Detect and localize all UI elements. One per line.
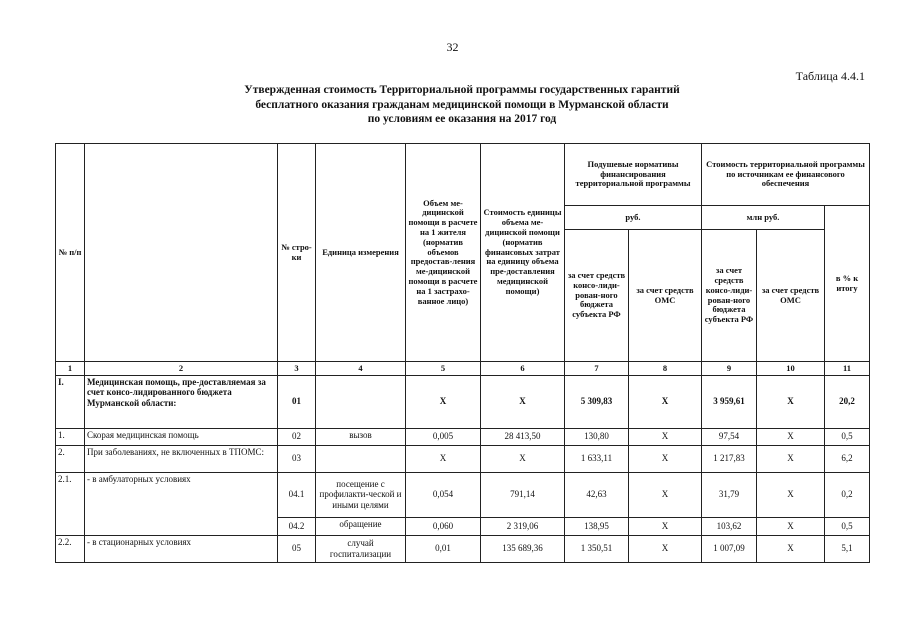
- column-number: 7: [565, 362, 629, 376]
- title-line-2: бесплатного оказания гражданам медицинской помощи в Мурманской области: [255, 98, 669, 111]
- row-cost: 791,14: [481, 472, 565, 517]
- row-cost: 2 319,06: [481, 517, 565, 535]
- column-number: 4: [316, 362, 406, 376]
- column-number: 11: [825, 362, 870, 376]
- title-line-1: Утвержденная стоимость Территориальной программы государственных гарантий: [244, 84, 680, 96]
- row-tot-oms: Х: [757, 375, 825, 428]
- header-unit-mln: млн руб.: [702, 206, 825, 230]
- header-tot-oms: за счет средств ОМС: [757, 230, 825, 362]
- document-title: [152, 83, 772, 127]
- row-unit: вызов: [316, 428, 406, 445]
- row-volume: Х: [406, 445, 481, 472]
- header-unit-rub: руб.: [565, 206, 702, 230]
- row-cost: 28 413,50: [481, 428, 565, 445]
- header-line-number: № стро-ки: [278, 144, 316, 362]
- header-percent: в % к итогу: [825, 206, 870, 362]
- row-pc-oms: Х: [629, 535, 702, 562]
- row-unit: посещение с профилакти-ческой и иными целями: [316, 472, 406, 517]
- table-row: [56, 472, 870, 517]
- header-unit-cost: Стоимость единицы объема ме-дицинской помощи (норматив финансовых затрат на единицу объема пре-доставления медицинской помощи): [481, 144, 565, 362]
- table-row: [56, 375, 870, 428]
- row-percent: 5,1: [825, 535, 870, 562]
- table-row: [56, 535, 870, 562]
- header-cost-group: Стоимость территориальной программы по источникам ее финансового обеспечения: [702, 144, 870, 206]
- row-line: 04.2: [278, 517, 316, 535]
- row-tot-budget: 3 959,61: [702, 375, 757, 428]
- column-number: 3: [278, 362, 316, 376]
- row-volume: Х: [406, 375, 481, 428]
- table-row: [56, 428, 870, 445]
- row-pc-oms: Х: [629, 445, 702, 472]
- header-row-number: № п/п: [56, 144, 85, 362]
- row-cost: Х: [481, 375, 565, 428]
- column-number: 1: [56, 362, 85, 376]
- row-number: I.: [56, 375, 85, 428]
- row-number: 1.: [56, 428, 85, 445]
- title-line-3: по условиям ее оказания на 2017 год: [367, 113, 557, 125]
- row-line: 04.1: [278, 472, 316, 517]
- row-tot-oms: Х: [757, 472, 825, 517]
- column-number: 2: [85, 362, 278, 376]
- row-unit: случай госпитализации: [316, 535, 406, 562]
- row-volume: 0,005: [406, 428, 481, 445]
- header-per-capita-group: Подушевые нормативы финансирования территориальной программы: [565, 144, 702, 206]
- row-tot-budget: 1 217,83: [702, 445, 757, 472]
- row-tot-oms: Х: [757, 428, 825, 445]
- row-cost: Х: [481, 445, 565, 472]
- row-pc-budget: 42,63: [565, 472, 629, 517]
- table-row: [56, 445, 870, 472]
- row-pc-budget: 5 309,83: [565, 375, 629, 428]
- column-number-row: [56, 362, 870, 376]
- row-pc-oms: Х: [629, 472, 702, 517]
- header-tot-budget: за счет средств консо-лиди-рован-ного бюджета субъекта РФ: [702, 230, 757, 362]
- header-pc-budget: за счет средств консо-лиди-рован-ного бюджета субъекта РФ: [565, 230, 629, 362]
- row-pc-oms: Х: [629, 428, 702, 445]
- row-percent: 0,5: [825, 428, 870, 445]
- row-unit: [316, 445, 406, 472]
- row-pc-budget: 130,80: [565, 428, 629, 445]
- row-volume: 0,060: [406, 517, 481, 535]
- row-pc-budget: 138,95: [565, 517, 629, 535]
- row-volume: 0,054: [406, 472, 481, 517]
- column-number: 9: [702, 362, 757, 376]
- cost-table: [55, 143, 870, 563]
- row-line: 02: [278, 428, 316, 445]
- row-name: Скорая медицинская помощь: [85, 428, 278, 445]
- row-line: 05: [278, 535, 316, 562]
- row-percent: 0,2: [825, 472, 870, 517]
- column-number: 5: [406, 362, 481, 376]
- row-tot-oms: Х: [757, 445, 825, 472]
- column-number: 10: [757, 362, 825, 376]
- row-volume: 0,01: [406, 535, 481, 562]
- row-unit: обращение: [316, 517, 406, 535]
- row-percent: 6,2: [825, 445, 870, 472]
- row-pc-budget: 1 633,11: [565, 445, 629, 472]
- row-tot-budget: 97,54: [702, 428, 757, 445]
- row-line: 03: [278, 445, 316, 472]
- row-tot-oms: Х: [757, 517, 825, 535]
- row-line: 01: [278, 375, 316, 428]
- row-number: 2.: [56, 445, 85, 472]
- page-number: 32: [446, 40, 459, 54]
- column-number: 8: [629, 362, 702, 376]
- row-name: Медицинская помощь, пре-доставляемая за счет консо-лидированного бюджета Мурманской области:: [85, 375, 278, 428]
- row-pc-oms: Х: [629, 375, 702, 428]
- row-number: 2.2.: [56, 535, 85, 562]
- row-percent: 0,5: [825, 517, 870, 535]
- row-name: При заболеваниях, не включенных в ТПОМС:: [85, 445, 278, 472]
- row-percent: 20,2: [825, 375, 870, 428]
- row-pc-budget: 1 350,51: [565, 535, 629, 562]
- header-name: [85, 144, 278, 362]
- header-volume: Объем ме-дицинской помощи в расчете на 1 жителя (норматив объемов предостав-ления ме-дицинской помощи в расчете на 1 застрахо-ванное лицо): [406, 144, 481, 362]
- row-cost: 135 689,36: [481, 535, 565, 562]
- row-tot-oms: Х: [757, 535, 825, 562]
- row-pc-oms: Х: [629, 517, 702, 535]
- row-unit: [316, 375, 406, 428]
- row-tot-budget: 31,79: [702, 472, 757, 517]
- row-tot-budget: 1 007,09: [702, 535, 757, 562]
- column-number: 6: [481, 362, 565, 376]
- table-caption: Таблица 4.4.1: [795, 69, 865, 83]
- row-tot-budget: 103,62: [702, 517, 757, 535]
- row-number: 2.1.: [56, 472, 85, 535]
- row-name: - в стационарных условиях: [85, 535, 278, 562]
- header-pc-oms: за счет средств ОМС: [629, 230, 702, 362]
- row-name: - в амбулаторных условиях: [85, 472, 278, 535]
- header-unit: Единица измерения: [316, 144, 406, 362]
